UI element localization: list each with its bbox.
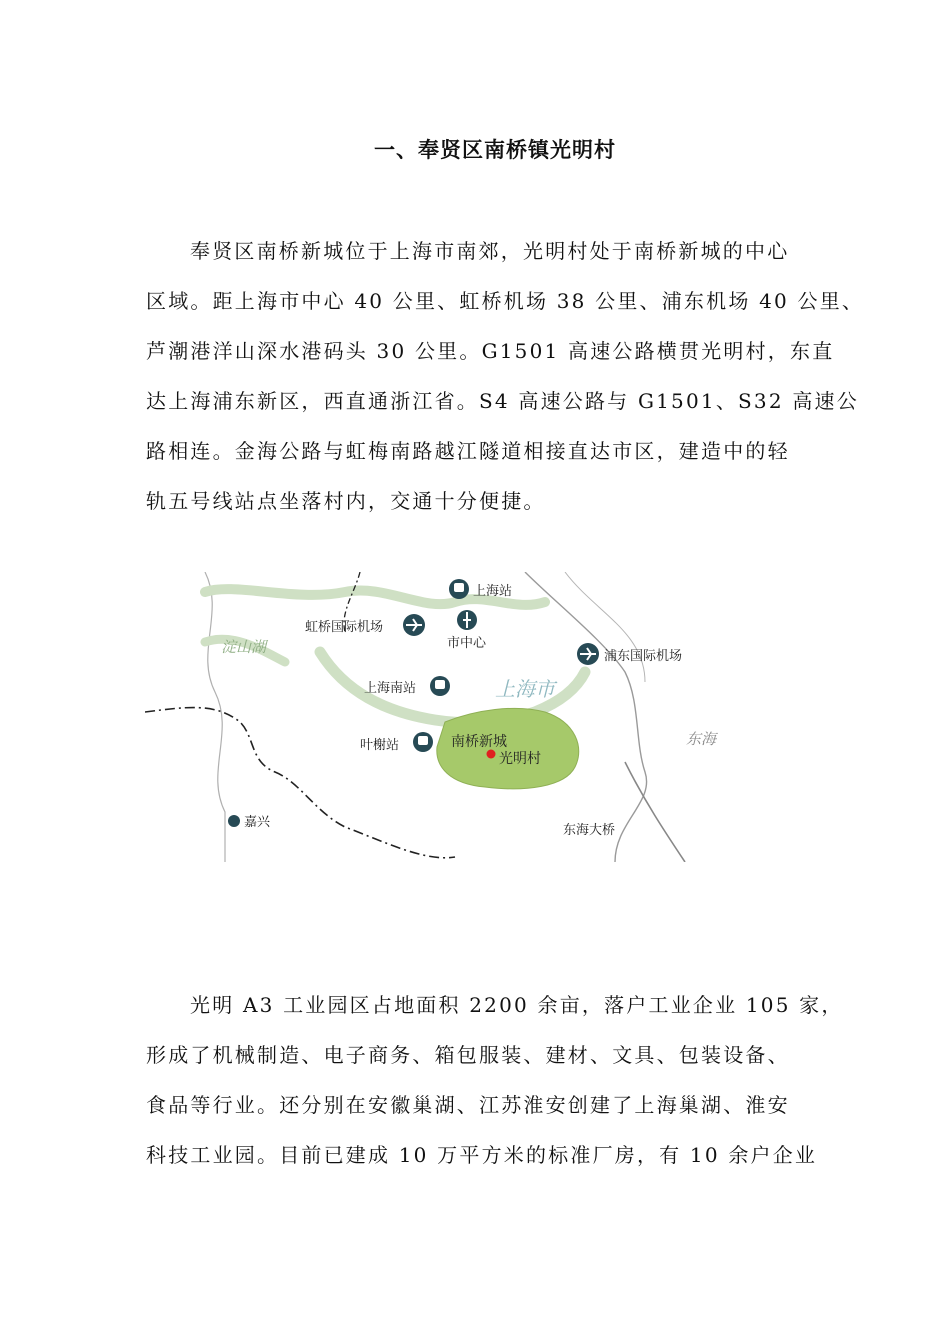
label-jiaxing: 嘉兴	[244, 815, 271, 830]
airplane-icon-pudong	[577, 643, 599, 665]
paragraph-line: 食品等行业。还分别在安徽巢湖、江苏淮安创建了上海巢湖、淮安	[146, 1093, 790, 1117]
train-icon-yeshu-part	[418, 736, 428, 745]
province-border	[145, 708, 455, 858]
west-coastline	[205, 572, 225, 862]
label-nanqiao-newtown: 南桥新城	[451, 734, 507, 750]
paragraph-line: 芦潮港洋山深水港码头 30 公里。G1501 高速公路横贯光明村，东直	[146, 339, 835, 363]
paragraph-line: 达上海浦东新区，西直通浙江省。S4 高速公路与 G1501、S32 高速公	[146, 389, 859, 413]
label-east-sea: 东海	[686, 730, 717, 748]
label-shanghai-south-station: 上海南站	[364, 681, 417, 696]
label-guangming-village: 光明村	[499, 751, 541, 767]
location-map	[145, 572, 807, 862]
map-canvas	[145, 572, 807, 862]
paragraph-line: 光明 A3 工业园区占地面积 2200 余亩，落户工业企业 105 家，	[190, 993, 844, 1017]
paragraph-line: 路相连。金海公路与虹梅南路越江隧道相接直达市区，建造中的轻	[146, 439, 790, 463]
label-hongqiao-airport: 虹桥国际机场	[305, 620, 384, 635]
airplane-icon-hongqiao	[403, 614, 425, 636]
industrial-park-paragraph	[146, 980, 844, 1180]
train-icon-shanghai-station	[449, 579, 469, 599]
paragraph-line: 奉贤区南桥新城位于上海市南郊，光明村处于南桥新城的中心	[190, 239, 790, 263]
train-icon-shanghai-south-part	[435, 680, 445, 689]
intro-paragraph	[146, 226, 865, 526]
paragraph-line: 科技工业园。目前已建成 10 万平方米的标准厂房，有 10 余户企业	[146, 1143, 818, 1167]
label-city-center: 市中心	[447, 636, 487, 651]
label-dianshan-lake: 淀山湖	[221, 638, 267, 656]
section-title: 一、奉贤区南桥镇光明村	[374, 138, 616, 162]
paragraph-line: 形成了机械制造、电子商务、箱包服装、建材、文具、包装设备、	[146, 1043, 790, 1067]
guangming-village-dot	[487, 750, 496, 759]
label-pudong-airport: 浦东国际机场	[604, 649, 683, 664]
label-yeshu-station: 叶榭站	[360, 738, 400, 753]
label-donghai-bridge: 东海大桥	[563, 823, 616, 838]
pudong-coast	[565, 572, 645, 682]
paragraph-line: 轨五号线站点坐落村内，交通十分便捷。	[146, 489, 546, 513]
jiaxing-dot	[228, 815, 240, 827]
train-icon-shanghai-station-part	[454, 583, 464, 592]
tower-icon-city-center	[457, 610, 477, 630]
train-icon-shanghai-south	[430, 676, 450, 696]
train-icon-yeshu	[413, 732, 433, 752]
label-shanghai-station: 上海站	[473, 584, 513, 599]
label-shanghai-city: 上海市	[495, 677, 555, 701]
paragraph-line: 区域。距上海市中心 40 公里、虹桥机场 38 公里、浦东机场 40 公里、	[146, 289, 865, 313]
